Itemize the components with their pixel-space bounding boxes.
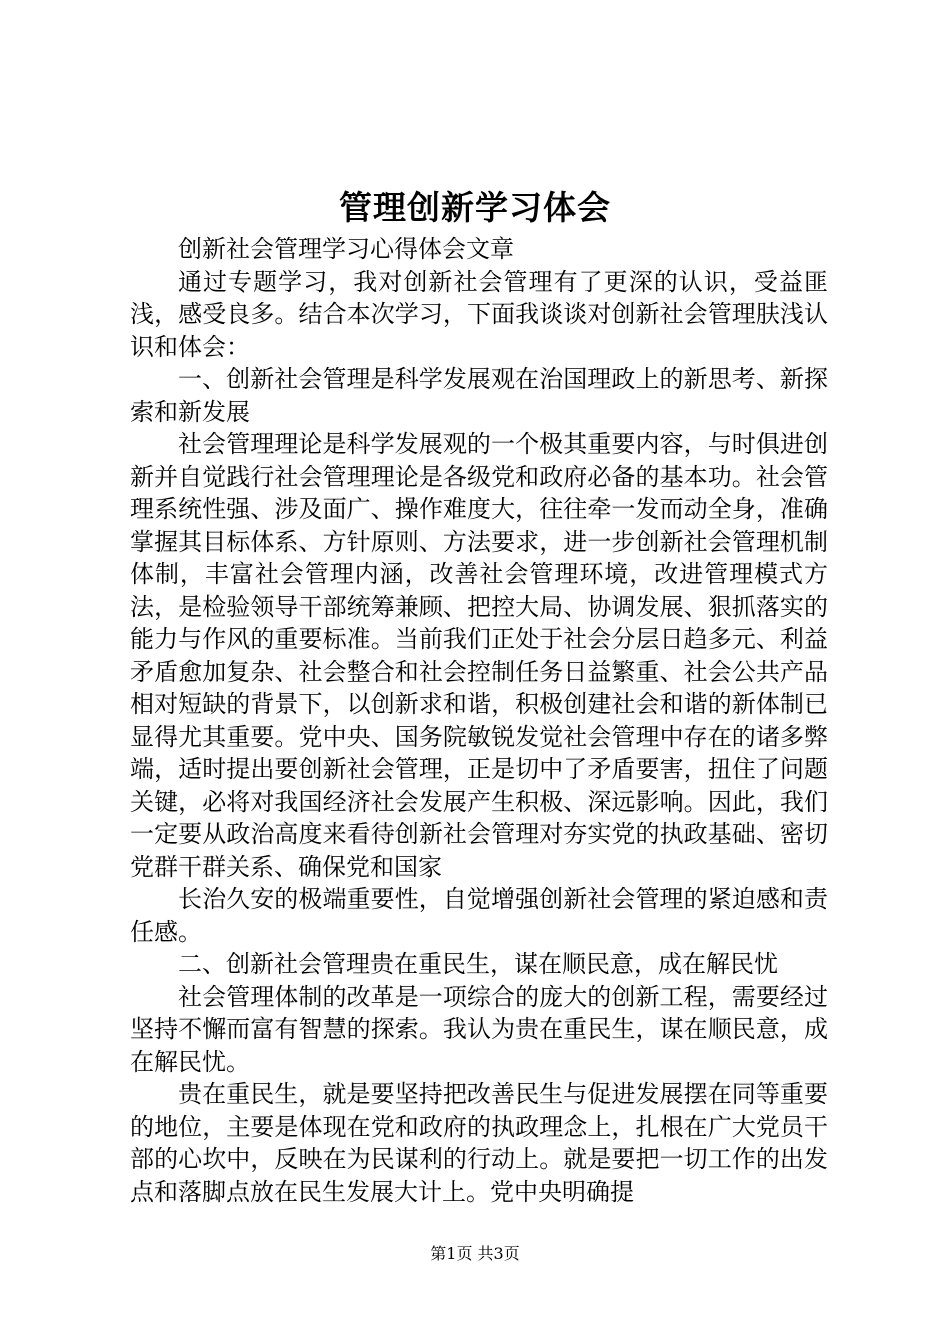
paragraph-section-1-continued: 长治久安的极端重要性，自觉增强创新社会管理的紧迫感和责任感。 — [130, 885, 828, 946]
paragraph-section-2-body: 社会管理体制的改革是一项综合的庞大的创新工程，需要经过坚持不懈而富有智慧的探索。我认为贵在重民生，谋在顺民意，成在解民忧。 — [130, 982, 828, 1076]
section-heading-2: 二、创新社会管理贵在重民生，谋在顺民意，成在解民忧 — [178, 950, 778, 978]
paragraph-section-2-detail: 贵在重民生，就是要坚持把改善民生与促进发展摆在同等重要的地位，主要是体现在党和政府的执政理念上，扎根在广大党员干部的心坎中，反映在为民谋利的行动上。就是要把一切工作的出发点和落脚点放在民生发展大计上。党中央明确提 — [130, 1080, 828, 1206]
section-heading-1: 一、创新社会管理是科学发展观在治国理政上的新思考、新探索和新发展 — [130, 365, 828, 426]
page-footer: 第1页 共3页 — [430, 1244, 520, 1263]
paragraph-intro: 通过专题学习，我对创新社会管理有了更深的认识，受益匪浅，感受良多。结合本次学习，下面我谈谈对创新社会管理肤浅认识和体会： — [130, 267, 828, 361]
paragraph-subtitle: 创新社会管理学习心得体会文章 — [178, 235, 514, 263]
document-title: 管理创新学习体会 — [339, 188, 611, 227]
paragraph-section-1-body: 社会管理理论是科学发展观的一个极其重要内容，与时俱进创新并自觉践行社会管理理论是各级党和政府必备的基本功。社会管理系统性强、涉及面广、操作难度大，往往牵一发而动全身，准确掌握其目标体系、方针原则、方法要求，进一步创新社会管理机制体制，丰富社会管理内涵，改善社会管理环境，改进管理模式方法，是检验领导干部统筹兼顾、把控大局、协调发展、狠抓落实的能力与作风的重要标准。当前我们正处于社会分层日趋多元、利益矛盾愈加复杂、社会整合和社会控制任务日益繁重、社会公共产品相对短缺的背景下，以创新求和谐，积极创建社会和谐的新体制已显得尤其重要。党中央、国务院敏锐发觉社会管理中存在的诸多弊端，适时提出要创新社会管理，正是切中了矛盾要害，扭住了问题关键，必将对我国经济社会发展产生积极、深远影响。因此，我们一定要从政治高度来看待创新社会管理对夯实党的执政基础、密切党群干群关系、确保党和国家 — [130, 430, 828, 881]
document-body — [130, 233, 828, 1208]
